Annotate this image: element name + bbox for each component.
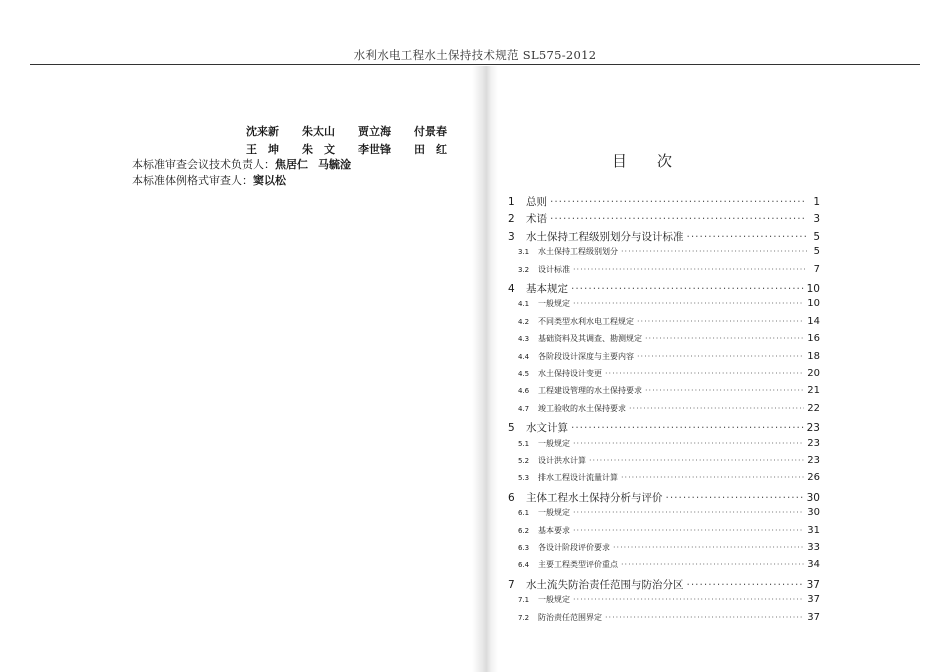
toc-section-entry[interactable]	[508, 385, 820, 396]
toc-leader-dots	[573, 265, 807, 274]
toc-section-entry[interactable]	[508, 594, 820, 605]
toc-entry-title: 水土保持工程级别划分	[538, 247, 618, 257]
toc-entry-page: 23	[807, 437, 820, 449]
toc-section-entry[interactable]	[508, 455, 820, 466]
toc-section-entry[interactable]	[508, 525, 820, 536]
toc-entry-number: 5	[508, 422, 515, 435]
toc-entry-page: 34	[807, 559, 820, 571]
drafter-name: 朱 文	[302, 143, 335, 156]
toc-entry-title: 术语	[526, 213, 547, 226]
toc-entry-title: 基础资料及其调查、勘测规定	[538, 334, 642, 344]
toc-entry-page: 10	[806, 283, 820, 295]
drafter-name: 田 红	[414, 143, 447, 156]
toc-section-entry[interactable]	[508, 264, 820, 275]
toc-entry-page: 31	[807, 524, 820, 536]
toc-entry-page: 22	[807, 402, 820, 414]
toc-leader-dots	[571, 283, 804, 295]
toc-entry-title: 工程建设管理的水土保持要求	[538, 386, 642, 396]
toc-leader-dots	[571, 422, 804, 434]
drafter-name: 付景春	[414, 125, 447, 138]
toc-entry-page: 16	[807, 333, 820, 345]
toc-section-entry[interactable]	[508, 612, 820, 623]
toc-entry-number: 2	[508, 213, 515, 226]
toc-entry-page: 37	[806, 578, 820, 591]
review-chair-label: 本标准审查会议技术负责人：	[132, 158, 275, 171]
toc-section-entry[interactable]	[508, 333, 820, 344]
names-row-1	[246, 123, 470, 139]
toc-entry-number: 4.3	[518, 335, 530, 344]
toc-entry-page: 10	[807, 298, 820, 310]
toc-entry-number: 3.1	[518, 248, 530, 257]
toc-entry-page: 33	[807, 542, 820, 553]
toc-entry-page: 5	[813, 230, 820, 243]
toc-entry-title: 排水工程设计流量计算	[538, 473, 618, 483]
format-reviewer-line	[132, 172, 286, 188]
toc-entry-title: 设计标准	[538, 264, 570, 274]
toc-entry-number: 6.4	[518, 561, 530, 570]
toc-entry-page: 37	[807, 611, 820, 623]
toc-leader-dots	[645, 334, 804, 343]
toc-entry-page: 14	[807, 315, 820, 327]
toc-entry-title: 一般规定	[538, 299, 570, 309]
toc-entry-title: 各设计阶段评价要求	[538, 543, 610, 552]
review-chair-name: 马毓淦	[318, 158, 351, 171]
toc-leader-dots	[621, 560, 804, 569]
toc-leader-dots	[573, 508, 804, 517]
toc-entry-title: 水文计算	[526, 422, 568, 435]
toc-leader-dots	[605, 369, 804, 378]
toc-leader-dots	[573, 439, 804, 448]
toc-entry-title: 主体工程水土保持分析与评价	[526, 491, 663, 504]
toc-entry-title: 总则	[526, 196, 547, 208]
toc-entry-number: 4.2	[518, 317, 530, 326]
toc-chapter-entry[interactable]	[508, 577, 820, 592]
toc-section-entry[interactable]	[508, 507, 820, 518]
toc-leader-dots	[621, 247, 807, 256]
toc-leader-dots	[687, 579, 804, 591]
drafter-name: 李世锋	[358, 143, 391, 156]
toc-entry-page: 1	[813, 196, 820, 208]
toc-entry-number: 5.1	[518, 439, 530, 448]
toc-entry-title: 一般规定	[538, 508, 570, 518]
review-chair-name: 焦居仁	[275, 158, 308, 171]
toc-entry-number: 7	[508, 578, 515, 591]
toc-leader-dots	[666, 492, 804, 504]
toc-section-entry[interactable]	[508, 351, 820, 362]
toc-title: 目 次	[612, 152, 673, 170]
drafter-name: 朱太山	[302, 125, 335, 138]
toc-entry-page: 18	[807, 350, 820, 362]
header-rule	[30, 64, 920, 65]
toc-entry-title: 水土流失防治责任范围与防治分区	[526, 578, 684, 591]
toc-entry-title: 设计洪水计算	[538, 456, 586, 465]
toc-entry-title: 水土保持设计变更	[538, 369, 602, 378]
toc-chapter-entry[interactable]	[508, 229, 820, 244]
toc-entry-page: 21	[807, 385, 820, 397]
toc-entry-page: 3	[813, 213, 820, 226]
toc-section-entry[interactable]	[508, 368, 820, 379]
toc-entry-title: 不同类型水利水电工程规定	[538, 316, 634, 326]
toc-entry-number: 1	[508, 196, 515, 208]
toc-entry-number: 3	[508, 230, 515, 243]
toc-entry-number: 6.1	[518, 509, 530, 518]
toc-chapter-entry[interactable]	[508, 211, 820, 226]
toc-entry-number: 4.4	[518, 352, 530, 361]
toc-entry-title: 基本规定	[526, 283, 568, 295]
header-title: 水利水电工程水土保持技术规范 SL575-2012	[353, 48, 597, 62]
toc-entry-page: 5	[813, 246, 820, 258]
toc-leader-dots	[629, 404, 804, 413]
toc-entry-page: 23	[806, 422, 820, 435]
toc-section-entry[interactable]	[508, 542, 820, 553]
toc-entry-title: 一般规定	[538, 595, 570, 605]
review-chair-line	[132, 156, 351, 172]
toc-chapter-entry[interactable]	[508, 281, 820, 296]
toc-leader-dots	[573, 595, 804, 604]
toc-entry-page: 7	[813, 263, 820, 275]
toc-entry-page: 37	[807, 594, 820, 606]
toc-entry-page: 26	[807, 472, 820, 484]
toc-entry-page: 30	[807, 507, 820, 519]
toc-leader-dots	[573, 299, 804, 308]
toc-section-entry[interactable]	[508, 559, 820, 570]
toc-entry-number: 6	[508, 491, 515, 504]
toc-entry-number: 4.6	[518, 387, 530, 396]
toc-entry-number: 3.2	[518, 265, 530, 274]
toc-entry-number: 4.1	[518, 300, 530, 309]
toc-leader-dots	[550, 196, 807, 208]
toc-entry-number: 6.2	[518, 526, 530, 535]
toc-chapter-entry[interactable]	[508, 194, 820, 209]
toc-leader-dots	[589, 456, 804, 465]
toc-leader-dots	[645, 386, 804, 395]
toc-leader-dots	[605, 613, 804, 622]
toc-section-entry[interactable]	[508, 298, 820, 309]
toc-entry-number: 4	[508, 283, 515, 295]
toc-section-entry[interactable]	[508, 403, 820, 414]
toc-entry-title: 水土保持工程级别划分与设计标准	[526, 230, 684, 243]
format-reviewer-name: 窦以松	[253, 174, 286, 187]
toc-entry-number: 4.5	[518, 370, 530, 378]
drafter-name: 王 坤	[246, 143, 279, 156]
toc-section-entry[interactable]	[508, 438, 820, 449]
drafter-name: 贾立海	[358, 125, 391, 138]
toc-entry-title: 主要工程类型评价重点	[538, 560, 618, 570]
toc-entry-title: 防治责任范围界定	[538, 612, 602, 622]
toc-entry-number: 7.2	[518, 613, 530, 622]
toc-leader-dots	[637, 317, 804, 326]
toc-entry-number: 5.3	[518, 474, 530, 483]
toc-leader-dots	[573, 526, 804, 535]
drafter-name: 沈来新	[246, 125, 279, 138]
toc-entry-number: 7.1	[518, 596, 530, 605]
toc-entry-number: 5.2	[518, 457, 530, 465]
toc-entry-page: 20	[807, 368, 820, 379]
toc-entry-title: 竣工验收的水土保持要求	[538, 403, 626, 413]
toc-section-entry[interactable]	[508, 246, 820, 257]
names-row-2	[246, 141, 470, 157]
toc-section-entry[interactable]	[508, 472, 820, 483]
toc-entry-number: 6.3	[518, 544, 530, 552]
toc-entry-number: 4.7	[518, 404, 530, 413]
toc-leader-dots	[621, 473, 804, 482]
toc-entry-title: 基本要求	[538, 525, 570, 535]
book-spine-shadow	[472, 66, 498, 672]
format-reviewer-label: 本标准体例格式审查人：	[132, 174, 253, 187]
toc-entry-page: 30	[806, 491, 820, 504]
toc-leader-dots	[687, 231, 808, 243]
toc-leader-dots	[637, 352, 804, 361]
toc-chapter-entry[interactable]	[508, 420, 820, 435]
toc-section-entry[interactable]	[508, 316, 820, 327]
toc-entry-page: 23	[807, 455, 820, 466]
toc-leader-dots	[550, 213, 807, 225]
toc-leader-dots	[613, 543, 804, 552]
toc-chapter-entry[interactable]	[508, 490, 820, 505]
toc-entry-title: 各阶段设计深度与主要内容	[538, 351, 634, 361]
toc-entry-title: 一般规定	[538, 438, 570, 448]
